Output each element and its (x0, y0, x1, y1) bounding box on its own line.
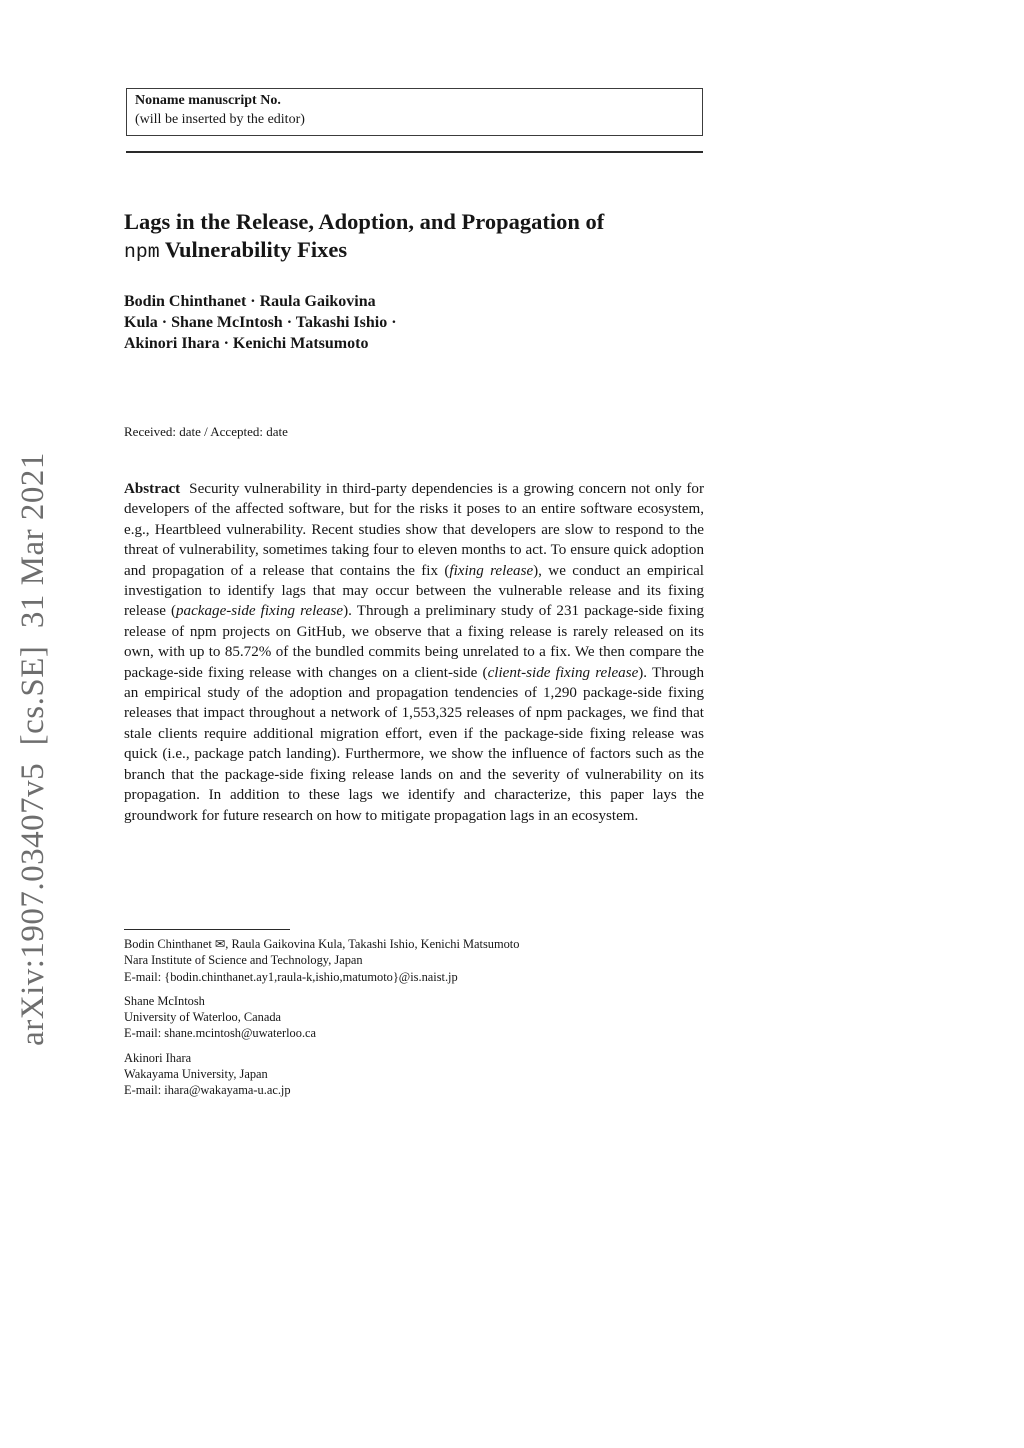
abstract-body (124, 481, 704, 824)
footnote-authors (124, 1050, 704, 1066)
text-run: University of Waterloo, Canada (124, 1010, 282, 1024)
footnote-affiliation (124, 952, 704, 968)
text-run: Wakayama University, Japan (124, 1066, 268, 1081)
footnote-rule (124, 929, 290, 930)
text-run: ). Through an empirical study of the adoption and propagation tendencies of 1,290 package-side fixing releases that impact throughout a network of 1,553,325 releases of npm packages, we find that stale clients require additional migration effort, even if the package-side fixing release was quick (i.e., package patch landing). Furthermore, we show the influence of factors such as the branch that the package-side fixing release lands on and the severity of vulnerability on its propagation. In addition to these lags we identify and characterize, this paper lays the groundwork for future research on how to mitigate propagation lags in an ecosystem. (124, 664, 705, 824)
text-run: fixing release (449, 562, 534, 579)
manuscript-no-line: Noname manuscript No. (135, 93, 281, 108)
footnote-authors (124, 993, 704, 1009)
abstract-paragraph (124, 479, 704, 826)
editor-insert-line: (will be inserted by the editor) (135, 111, 305, 127)
footnote-authors (124, 936, 704, 952)
footnote-block-naist (124, 936, 704, 985)
author-line: Bodin Chinthanet · Raula Gaikovina (124, 293, 376, 310)
text-run: package-side fixing release (175, 603, 344, 620)
text-run: E-mail: ihara@wakayama-u.ac.jp (124, 1083, 291, 1097)
text-run: Akinori Ihara (124, 1050, 192, 1065)
text-run: E-mail: shane.mcintosh@uwaterloo.ca (124, 1026, 317, 1041)
header-rule (126, 151, 703, 153)
envelope-icon: ✉ (214, 937, 226, 951)
footnote-affiliation (124, 1066, 704, 1082)
paper-title-line-1 (124, 208, 744, 236)
author-line: Kula · Shane McIntosh · Takashi Ishio · (124, 313, 397, 331)
npm-inline-code: npm (124, 241, 160, 264)
footnote-section (124, 936, 704, 1098)
text-run: ). Through a preliminary study of 231 package-side fixing release of npm projects on GitHub, we observe that a fixing release is rarely released on its own, with up to 85.72% of the bundled commits being unrelated to a fix. We then compare the package-side fixing release with changes on a client-side ( (124, 603, 704, 681)
paper-title-line-2 (124, 236, 744, 265)
footnote-block-waterloo (124, 993, 704, 1042)
text-run: E-mail: {bodin.chinthanet.ay1,raula-k,ishio,matumoto}@is.naist.jp (124, 969, 458, 984)
footnote-affiliation (124, 1009, 704, 1025)
text-run: Lags in the Release, Adoption, and Propagation of (124, 209, 605, 234)
footnote-block-wakayama (124, 1050, 704, 1099)
text-run: Shane McIntosh (124, 993, 205, 1008)
footnote-email (124, 969, 704, 985)
footnote-email (124, 1025, 704, 1041)
author-list (124, 292, 564, 355)
text-run: Nara Institute of Science and Technology, Japan (124, 953, 363, 968)
abstract-label: Abstract (124, 481, 181, 497)
text-run: ), we conduct an empirical investigation to identify lags that may occur between the vulnerable release and its fixing release ( (124, 562, 704, 620)
text-run: Vulnerability Fixes (159, 237, 348, 263)
author-line: Akinori Ihara · Kenichi Matsumoto (124, 334, 369, 352)
text-run: client-side fixing release (487, 664, 639, 681)
paper-title (124, 208, 744, 265)
text-run: Bodin Chinthanet (124, 937, 215, 951)
footnote-email (124, 1082, 704, 1098)
text-run: , Raula Gaikovina Kula, Takashi Ishio, Kenichi Matsumoto (225, 937, 520, 951)
arxiv-stamp: arXiv:1907.03407v5 [cs.SE] 31 Mar 2021 (15, 452, 51, 1046)
received-accepted-line: Received: date / Accepted: date (124, 424, 288, 439)
manuscript-header-box (126, 88, 703, 136)
text-run: Security vulnerability in third-party dependencies is a growing concern not only for developers of the affected software, but for the risks it poses to an entire software ecosystem, e.g., Heartbleed vulnerability. Recent studies show that developers are slow to respond to the threat of vulnerability, sometimes taking four to eleven months to act. To ensure quick adoption and propagation of a release that contains the fix ( (124, 481, 704, 579)
